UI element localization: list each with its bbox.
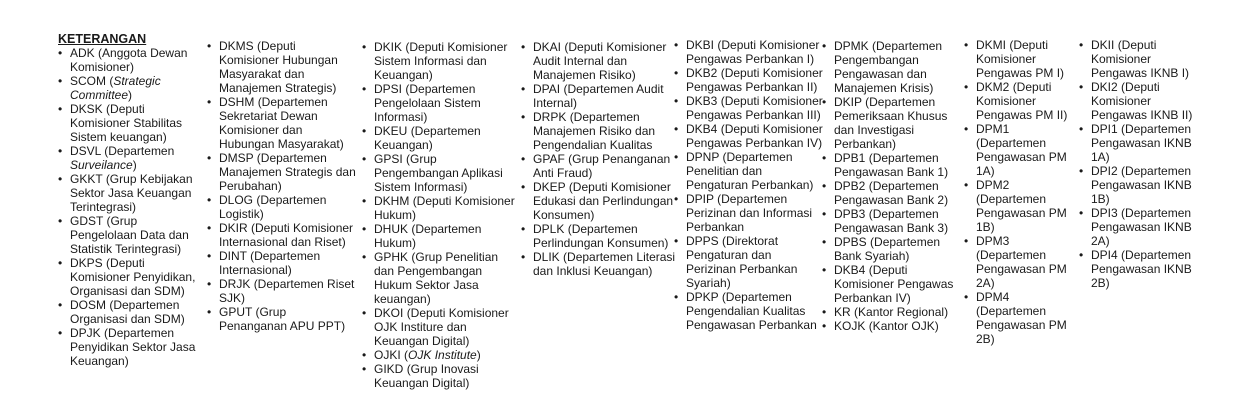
legend-item — [207, 249, 357, 277]
legend-description: (Departemen Pengawasan IKNB 1B) — [1091, 164, 1192, 206]
legend-code: DKM2 — [976, 80, 1010, 94]
legend-description: (Anggota Dewan Komisioner) — [70, 46, 188, 74]
legend-code: DKB4 — [686, 122, 718, 136]
legend-code: DPJK — [70, 326, 101, 340]
legend-description: (Departemen Pengawasan IKNB 1A) — [1091, 122, 1192, 164]
legend-description: (Departemen Perizinan dan Informasi Perbankan — [686, 192, 813, 234]
legend-code: DPI3 — [1091, 206, 1118, 220]
legend-description: (Deputi Komisioner OJK Institure dan Keuangan Digital) — [374, 306, 509, 348]
legend-code: DLOG — [219, 193, 254, 207]
legend-description: (Departemen Pengawasan PM 1B) — [976, 192, 1067, 234]
legend-code: DPI1 — [1091, 122, 1118, 136]
legend-code: DPB1 — [834, 151, 866, 165]
legend-code: DPLK — [533, 222, 565, 236]
legend-code: DPPS — [686, 234, 719, 248]
legend-item — [362, 82, 517, 124]
legend-item — [58, 298, 198, 326]
legend-item — [362, 250, 517, 306]
legend-description: (Deputi Komisioner Edukasi dan Perlindungan Konsumen) — [533, 180, 674, 222]
legend-column-5 — [674, 38, 824, 332]
legend-description: ) — [128, 88, 133, 102]
legend-code: DPMK — [834, 39, 869, 53]
legend-description: (Deputi Komisioner Penyidikan, Organisasi dan SDM) — [70, 256, 196, 298]
legend-code: GIKD — [374, 362, 404, 376]
legend-description: (Grup Kebijakan Sektor Jasa Keuangan Terintegrasi) — [70, 172, 193, 214]
legend-item — [207, 95, 357, 151]
legend-item — [362, 222, 517, 250]
legend-description: (Departemen Sekretariat Dewan Komisioner dan Hubungan Masyarakat) — [219, 95, 344, 151]
legend-item — [207, 277, 357, 305]
legend-item — [1079, 248, 1209, 290]
legend-item — [674, 66, 824, 94]
legend-item — [58, 256, 198, 298]
legend-code: DSHM — [219, 95, 255, 109]
legend-description: (Departemen Pengawasan Bank 1) — [834, 151, 949, 179]
legend-code: DKI2 — [1091, 80, 1118, 94]
legend-description: (Deputi Komisioner Pengawas Perbankan I) — [686, 38, 820, 66]
legend-code: DPB2 — [834, 179, 866, 193]
legend-description: (Departemen Keuangan) — [374, 124, 481, 152]
legend-description: (Deputi Komisioner Pengawas IKNB I) — [1091, 38, 1190, 80]
legend-description: (Departemen Pengawasan IKNB 2A) — [1091, 206, 1192, 248]
legend-description: (Kantor Regional) — [854, 305, 949, 319]
legend-code: DPM1 — [976, 122, 1010, 136]
legend-description: ) — [476, 348, 481, 362]
legend-code: DKMI — [976, 38, 1006, 52]
legend-item — [822, 319, 960, 333]
legend-item — [207, 193, 357, 221]
legend-item — [1079, 38, 1209, 80]
legend-item — [964, 178, 1082, 234]
legend-code: DLIK — [533, 250, 560, 264]
legend-code: SCOM — [70, 74, 106, 88]
legend-item — [58, 214, 198, 256]
legend-code: DRPK — [533, 110, 567, 124]
legend-item — [521, 82, 676, 110]
legend-code: DPM2 — [976, 178, 1010, 192]
legend-description: (Departemen Audit Internal) — [533, 82, 664, 110]
legend-description: (Departemen Pengendalian Kualitas Pengawasan Perbankan — [686, 290, 817, 332]
legend-column-4 — [521, 40, 676, 278]
legend-code: DKIK — [374, 40, 403, 54]
legend-description: (Kantor OJK) — [868, 319, 939, 333]
legend-code: DOSM — [70, 298, 106, 312]
legend-description: ( — [404, 348, 409, 362]
legend-description: (Deputi Komisioner Audit Internal dan Manajemen Risiko) — [533, 40, 667, 82]
legend-code: DKOI — [374, 306, 404, 320]
legend-item — [1079, 80, 1209, 122]
legend-code: GPAF — [533, 152, 565, 166]
legend-item — [674, 290, 824, 332]
legend-item — [521, 40, 676, 82]
legend-item — [207, 151, 357, 193]
legend-code: DPSI — [374, 82, 403, 96]
legend-column-3 — [362, 40, 517, 390]
legend-item — [207, 221, 357, 249]
legend-item — [58, 74, 198, 102]
legend-item — [822, 39, 960, 95]
legend-column-2 — [207, 39, 357, 333]
legend-item — [58, 46, 198, 74]
legend-item — [521, 250, 676, 278]
legend-code: DHUK — [374, 222, 409, 236]
legend-description: (Deputi Komisioner Pengawas PM II) — [976, 80, 1068, 122]
legend-description: (Departemen Pengelolaan Sistem Informasi) — [374, 82, 481, 124]
legend-description: ) — [132, 158, 137, 172]
legend-code: DKB4 — [834, 263, 866, 277]
legend-item — [362, 152, 517, 194]
legend-description: (Departemen Pengawasan PM 2B) — [976, 304, 1067, 346]
legend-item — [521, 222, 676, 250]
legend-code: ADK — [70, 46, 95, 60]
legend-item — [964, 290, 1082, 346]
legend-column-6 — [822, 39, 960, 333]
legend-item — [674, 192, 824, 234]
legend-item — [822, 305, 960, 319]
legend-item — [207, 305, 357, 333]
legend-code: GPSI — [374, 152, 403, 166]
legend-item — [822, 151, 960, 179]
legend-code: DKPS — [70, 256, 103, 270]
legend-code: DKB2 — [686, 66, 718, 80]
legend-code: DKIR — [219, 221, 248, 235]
legend-code: GDST — [70, 214, 104, 228]
legend-code: DRJK — [219, 277, 251, 291]
legend-description: (Grup Penelitian dan Pengembangan Hukum Sektor Jasa keuangan) — [374, 250, 499, 306]
legend-item — [964, 38, 1082, 80]
legend-description: (Deputi Komisioner Internasional dan Riset) — [219, 221, 354, 249]
legend-item — [207, 39, 357, 95]
legend-column-8 — [1079, 38, 1209, 290]
legend-description: (Deputi Komisioner Hukum) — [374, 194, 515, 222]
legend-description: (Departemen Pengawasan Bank 2) — [834, 179, 949, 207]
legend-description: (Departemen Logistik) — [219, 193, 327, 221]
legend-description: (Departemen Pemeriksaan Khusus dan Investigasi Perbankan) — [834, 95, 948, 151]
legend-description: (Deputi Komisioner Pengawas IKNB II) — [1091, 80, 1193, 122]
legend-item — [964, 234, 1082, 290]
legend-code: DPI2 — [1091, 164, 1118, 178]
legend-code: DINT — [219, 249, 247, 263]
legend-code: DPAI — [533, 82, 561, 96]
legend-description: (Grup Inovasi Keuangan Digital) — [374, 362, 479, 390]
legend-column-7 — [964, 38, 1082, 346]
legend-item — [362, 40, 517, 82]
legend-item — [674, 38, 824, 66]
legend-code: DKAI — [533, 40, 562, 54]
legend-description: (Departemen Internasional) — [219, 249, 321, 277]
legend-description: (Departemen Pengawasan PM 2A) — [976, 248, 1067, 290]
legend-code: DSVL — [70, 144, 101, 158]
legend-item — [362, 362, 517, 390]
legend-description: (Departemen Pengembangan Pengawasan dan Manajemen Krisis) — [834, 39, 943, 95]
legend-description: (Departemen Pengawasan PM 1A) — [976, 136, 1067, 178]
legend-code: DPM4 — [976, 290, 1010, 304]
legend-item — [362, 306, 517, 348]
legend-code: DKEU — [374, 124, 408, 138]
legend-code: DPKP — [686, 290, 719, 304]
legend-item — [674, 234, 824, 290]
legend-item — [1079, 164, 1209, 206]
legend-code: DPM3 — [976, 234, 1010, 248]
legend-description: (Deputi Komisioner Pengawas Perbankan IV) — [834, 263, 954, 305]
legend-description: (Departemen Bank Syariah) — [834, 235, 941, 263]
legend-description: (Grup Pengembangan Aplikasi Sistem Informasi) — [374, 152, 503, 194]
legend-item — [521, 152, 676, 180]
legend-item — [674, 122, 824, 150]
legend-code: KOJK — [834, 319, 866, 333]
legend-item — [822, 263, 960, 305]
legend-code: DKMS — [219, 39, 254, 53]
legend-description-italic: Strategic Committee — [70, 74, 161, 102]
legend-description: (Deputi Komisioner Hubungan Masyarakat dan Manajemen Strategis) — [219, 39, 338, 95]
legend-code: DKIP — [834, 95, 862, 109]
legend-description: (Deputi Komisioner Pengawas Perbankan III) — [686, 94, 823, 122]
legend-code: DPB3 — [834, 207, 866, 221]
legend-code: KR — [834, 305, 851, 319]
legend-description: (Deputi Komisioner Pengawas Perbankan II) — [686, 66, 823, 94]
legend-item — [674, 150, 824, 192]
legend-code: GKKT — [70, 172, 103, 186]
legend-description: (Departemen Pengawasan Bank 3) — [834, 207, 949, 235]
legend-description: (Departemen Penelitian dan Pengaturan Perbankan) — [686, 150, 814, 192]
legend-item — [964, 122, 1082, 178]
legend-item — [58, 144, 198, 172]
legend-description: (Departemen Pengawasan IKNB 2B) — [1091, 248, 1192, 290]
legend-description: (Deputi Komisioner Pengawas PM I) — [976, 38, 1065, 80]
legend-item — [674, 94, 824, 122]
legend-item — [1079, 122, 1209, 164]
legend-item — [521, 110, 676, 152]
legend-code: DKB3 — [686, 94, 718, 108]
legend-item — [58, 102, 198, 144]
legend-code: DPIP — [686, 192, 714, 206]
legend-item — [362, 348, 517, 362]
legend-code: DKEP — [533, 180, 566, 194]
legend-item — [521, 180, 676, 222]
legend-column-1 — [58, 46, 198, 368]
legend-item — [822, 179, 960, 207]
legend-code: GPHK — [374, 250, 409, 264]
legend-item — [362, 194, 517, 222]
legend-item — [822, 235, 960, 263]
legend-code: DPBS — [834, 235, 867, 249]
legend-description: ( — [109, 74, 114, 88]
legend-description: (Departemen Manajemen Strategis dan Perubahan) — [219, 151, 356, 193]
legend-description: (Departemen Literasi dan Inklusi Keuangan) — [533, 250, 676, 278]
legend-description: (Departemen Hukum) — [374, 222, 482, 250]
legend-code: DPI4 — [1091, 248, 1118, 262]
legend-code: DKBI — [686, 38, 715, 52]
legend-description: (Departemen Manajemen Risiko dan Pengendalian Kualitas — [533, 110, 656, 152]
legend-title: KETERANGAN — [58, 32, 147, 46]
legend-code: OJKI — [374, 348, 401, 362]
legend-description: (Grup Penanganan APU PPT) — [219, 305, 346, 333]
legend-item — [1079, 206, 1209, 248]
legend-description: (Deputi Komisioner Stabilitas Sistem keuangan) — [70, 102, 183, 144]
legend-code: DKHM — [374, 194, 410, 208]
legend-code: GPUT — [219, 305, 253, 319]
legend-description: (Direktorat Pengaturan dan Perizinan Perbankan Syariah) — [686, 234, 798, 290]
legend-description: (Departemen — [104, 144, 175, 158]
legend-description: (Grup Pengelolaan Data dan Statistik Terintegrasi) — [70, 214, 189, 256]
legend-code: DKII — [1091, 38, 1115, 52]
legend-description-italic: Surveilance — [70, 158, 133, 172]
legend-description: (Grup Penanganan Anti Fraud) — [533, 152, 671, 180]
legend-description: (Departemen Riset SJK) — [219, 277, 355, 305]
legend-description: (Deputi Komisioner Sistem Informasi dan Keuangan) — [374, 40, 508, 82]
legend-description: (Deputi Komisioner Pengawas Perbankan IV) — [686, 122, 823, 150]
legend-item — [822, 95, 960, 151]
legend-description: (Departemen Organisasi dan SDM) — [70, 298, 185, 326]
legend-description-italic: OJK Institute — [408, 348, 477, 362]
legend-item — [822, 207, 960, 235]
legend-item — [58, 172, 198, 214]
legend-item — [362, 124, 517, 152]
legend-code: DPNP — [686, 150, 720, 164]
legend-code: DMSP — [219, 151, 254, 165]
legend-item — [58, 326, 198, 368]
legend-description: (Departemen Perlindungan Konsumen) — [533, 222, 669, 250]
legend-item — [964, 80, 1082, 122]
legend-description: (Departemen Penyidikan Sektor Jasa Keuangan) — [70, 326, 196, 368]
legend-code: DKSK — [70, 102, 103, 116]
